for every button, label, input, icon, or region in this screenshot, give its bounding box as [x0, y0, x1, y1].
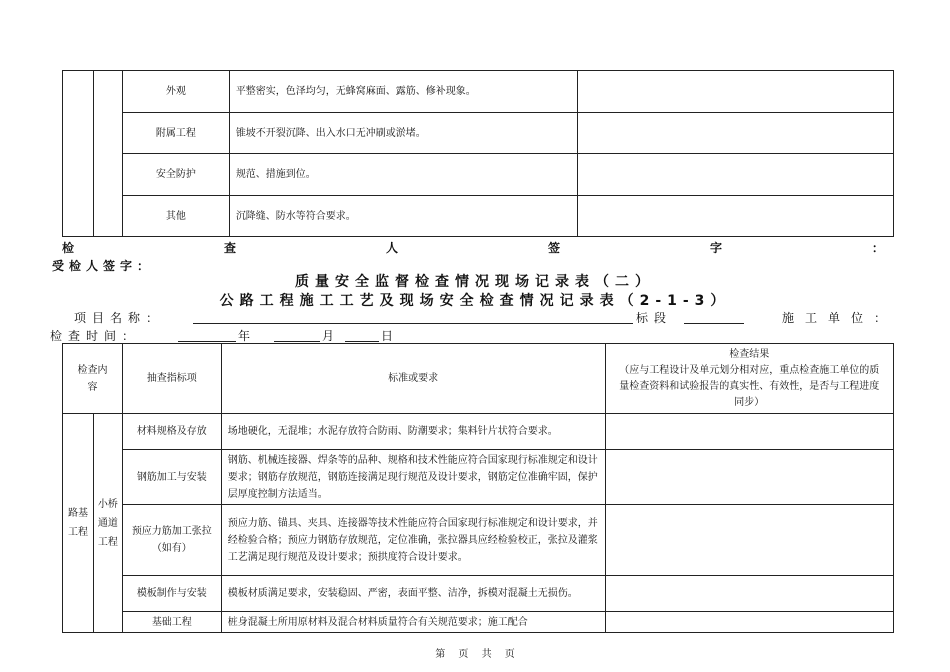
- table-row: [63, 196, 894, 237]
- contractor-label: 施工单位：: [782, 311, 888, 325]
- standard-cell: 场地硬化，无混堆；水泥存放符合防雨、防潮要求；集料针片状符合要求。: [221, 414, 605, 450]
- result-cell[interactable]: [605, 414, 893, 450]
- form-subtitle: 公路工程施工工艺及现场安全检查情况记录表（2-1-3）: [219, 293, 731, 309]
- section-label: 标段: [636, 311, 673, 325]
- result-cell[interactable]: [578, 113, 894, 154]
- sig-char: 检: [62, 241, 75, 255]
- result-cell[interactable]: [578, 196, 894, 237]
- main-inspection-table: [62, 343, 894, 633]
- result-cell[interactable]: [605, 576, 893, 612]
- year-label: 年: [238, 329, 251, 343]
- receiver-signature-label: 受检人签字：: [52, 259, 155, 273]
- top-inspection-table: [62, 70, 894, 237]
- standard-cell: 桩身混凝土所用原材料及混合材料质量符合有关规范要求；施工配合: [221, 612, 605, 633]
- standard-cell: 沉降缝、防水等符合要求。: [229, 196, 578, 237]
- table-row: [63, 71, 894, 113]
- indicator-cell: 外观: [122, 71, 229, 113]
- inspector-signature-label: [62, 239, 884, 256]
- indicator-cell: 材料规格及存放: [122, 414, 221, 450]
- subgroup-cell: 小桥通道工程: [93, 414, 122, 633]
- result-cell[interactable]: [605, 505, 893, 576]
- sig-char: 字: [709, 241, 722, 255]
- standard-cell: 规范、措施到位。: [229, 154, 578, 196]
- table-row: [63, 576, 894, 612]
- year-field[interactable]: [178, 329, 236, 342]
- project-name-field[interactable]: [193, 311, 633, 324]
- standard-cell: 模板材质满足要求，安装稳固、严密，表面平整、洁净，拆模对混凝土无损伤。: [221, 576, 605, 612]
- indicator-cell: 安全防护: [122, 154, 229, 196]
- result-cell[interactable]: [605, 450, 893, 505]
- month-label: 月: [322, 329, 335, 343]
- indicator-cell: 其他: [122, 196, 229, 237]
- inspect-time-label: 检查时间：: [50, 329, 141, 343]
- standard-cell: 锥坡不开裂沉降、出入水口无冲刷或淤堵。: [229, 113, 578, 154]
- result-cell[interactable]: [578, 71, 894, 113]
- project-name-label: 项目名称：: [74, 311, 165, 325]
- result-cell[interactable]: [605, 612, 893, 633]
- indicator-cell: 预应力筋加工张拉（如有）: [122, 505, 221, 576]
- header-row: [63, 344, 894, 414]
- indicator-cell: 附属工程: [122, 113, 229, 154]
- group-cell: [63, 71, 94, 237]
- sig-char: 签: [547, 241, 560, 255]
- standard-cell: 预应力筋、锚具、夹具、连接器等技术性能应符合国家现行标准规定和设计要求，并经检验合格；预应力钢筋存放规范，定位准确，张拉器具应经检验校正，张拉及灌浆工艺满足现行规范及设计要求；预拱度符合设计要求。: [221, 505, 605, 576]
- page-footer: 第 页 共 页: [435, 649, 515, 660]
- table-row: [63, 612, 894, 633]
- sig-char: ：: [871, 241, 884, 255]
- table-row: [63, 414, 894, 450]
- result-cell[interactable]: [578, 154, 894, 196]
- month-field[interactable]: [274, 329, 320, 342]
- header-content: 检查内容: [63, 344, 123, 414]
- section-field[interactable]: [684, 311, 744, 324]
- header-standard: 标准或要求: [221, 344, 605, 414]
- standard-cell: 钢筋、机械连接器、焊条等的品种、规格和技术性能应符合国家现行标准规定和设计要求；钢筋存放规范，钢筋连接满足现行规范及设计要求，钢筋定位准确牢固，保护层厚度控制方法适当。: [221, 450, 605, 505]
- sig-char: 查: [223, 241, 236, 255]
- standard-cell: 平整密实，色泽均匀，无蜂窝麻面、露筋、修补现象。: [229, 71, 578, 113]
- header-result-title: 检查结果: [729, 348, 770, 360]
- sig-char: 人: [385, 241, 398, 255]
- header-result: [605, 344, 893, 414]
- group-cell: 路基工程: [63, 414, 94, 633]
- table-row: [63, 154, 894, 196]
- indicator-cell: 基础工程: [122, 612, 221, 633]
- day-field[interactable]: [345, 329, 379, 342]
- table-row: [63, 113, 894, 154]
- day-label: 日: [381, 329, 394, 343]
- indicator-cell: 钢筋加工与安装: [122, 450, 221, 505]
- indicator-cell: 模板制作与安装: [122, 576, 221, 612]
- header-indicator: 抽查指标项: [122, 344, 221, 414]
- subgroup-cell: [93, 71, 122, 237]
- form-title: 质量安全监督检查情况现场记录表（二）: [295, 274, 655, 290]
- table-row: [63, 505, 894, 576]
- table-row: [63, 450, 894, 505]
- header-result-note: （应与工程设计及单元划分相对应，重点检查施工单位的质量检查资料和试验报告的真实性、有效性，是否与工程进度同步）: [619, 364, 880, 408]
